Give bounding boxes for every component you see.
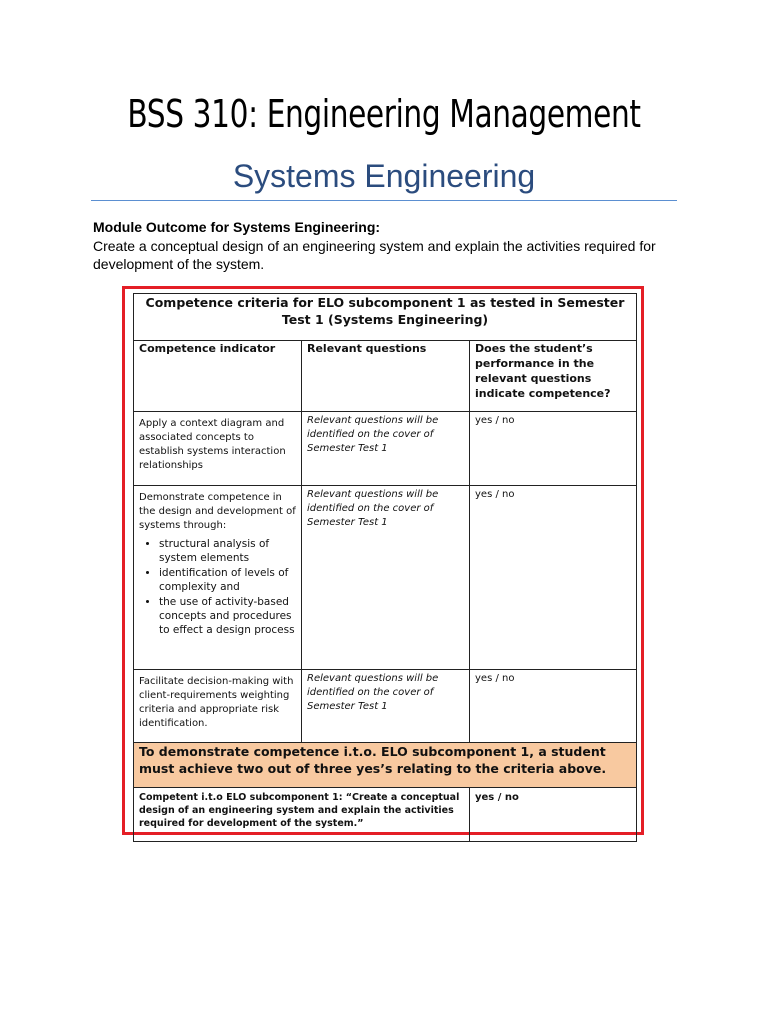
- competence-criteria-table: [133, 293, 637, 842]
- divider-line: [91, 200, 677, 201]
- indicator-intro: Demonstrate competence in the design and development of systems through:: [139, 492, 296, 531]
- table-title-row: [134, 294, 637, 341]
- column-header-indicator: Competence indicator: [134, 341, 302, 412]
- column-header-row: [134, 341, 637, 412]
- section-subtitle: Systems Engineering: [232, 158, 536, 194]
- column-header-performance: Does the student’s performance in the relevant questions indicate competence?: [470, 341, 637, 412]
- indicator-bullet-list: [139, 537, 296, 637]
- column-header-questions: Relevant questions: [302, 341, 470, 412]
- table-title: Competence criteria for ELO subcomponent 1 as tested in Semester Test 1 (Systems Engineering): [134, 294, 637, 341]
- summary-text: To demonstrate competence i.t.o. ELO subcomponent 1, a student must achieve two out of three yes’s relating to the criteria above.: [134, 743, 637, 788]
- table-row: [134, 486, 637, 670]
- bullet-item: • identification of levels of complexity and: [159, 566, 296, 594]
- final-answer-cell: yes / no: [470, 788, 637, 842]
- table-row: [134, 670, 637, 743]
- document-title: BSS 310: Engineering Management: [127, 92, 641, 136]
- bullet-item: • structural analysis of system elements: [159, 537, 296, 565]
- bullet-item: • the use of activity-based concepts and procedures to effect a design process: [159, 595, 296, 637]
- final-row: [134, 788, 637, 842]
- questions-cell: Relevant questions will be identified on the cover of Semester Test 1: [302, 486, 470, 670]
- table-row: [134, 412, 637, 486]
- questions-cell: Relevant questions will be identified on the cover of Semester Test 1: [302, 412, 470, 486]
- indicator-cell: Facilitate decision-making with client-requirements weighting criteria and appropriate risk identification.: [134, 670, 302, 743]
- summary-row: [134, 743, 637, 788]
- final-competence-text: Competent i.t.o ELO subcomponent 1: “Create a conceptual design of an engineering system and explain the activities required for development of the system.”: [134, 788, 470, 842]
- answer-cell: yes / no: [470, 670, 637, 743]
- answer-cell: yes / no: [470, 486, 637, 670]
- indicator-cell: [134, 486, 302, 670]
- module-outcome-heading: Module Outcome for Systems Engineering:: [93, 219, 381, 235]
- questions-cell: Relevant questions will be identified on the cover of Semester Test 1: [302, 670, 470, 743]
- answer-cell: yes / no: [470, 412, 637, 486]
- module-outcome-text: Create a conceptual design of an engineering system and explain the activities required for development of the system.: [93, 238, 656, 272]
- indicator-cell: Apply a context diagram and associated concepts to establish systems interaction relationships: [134, 412, 302, 486]
